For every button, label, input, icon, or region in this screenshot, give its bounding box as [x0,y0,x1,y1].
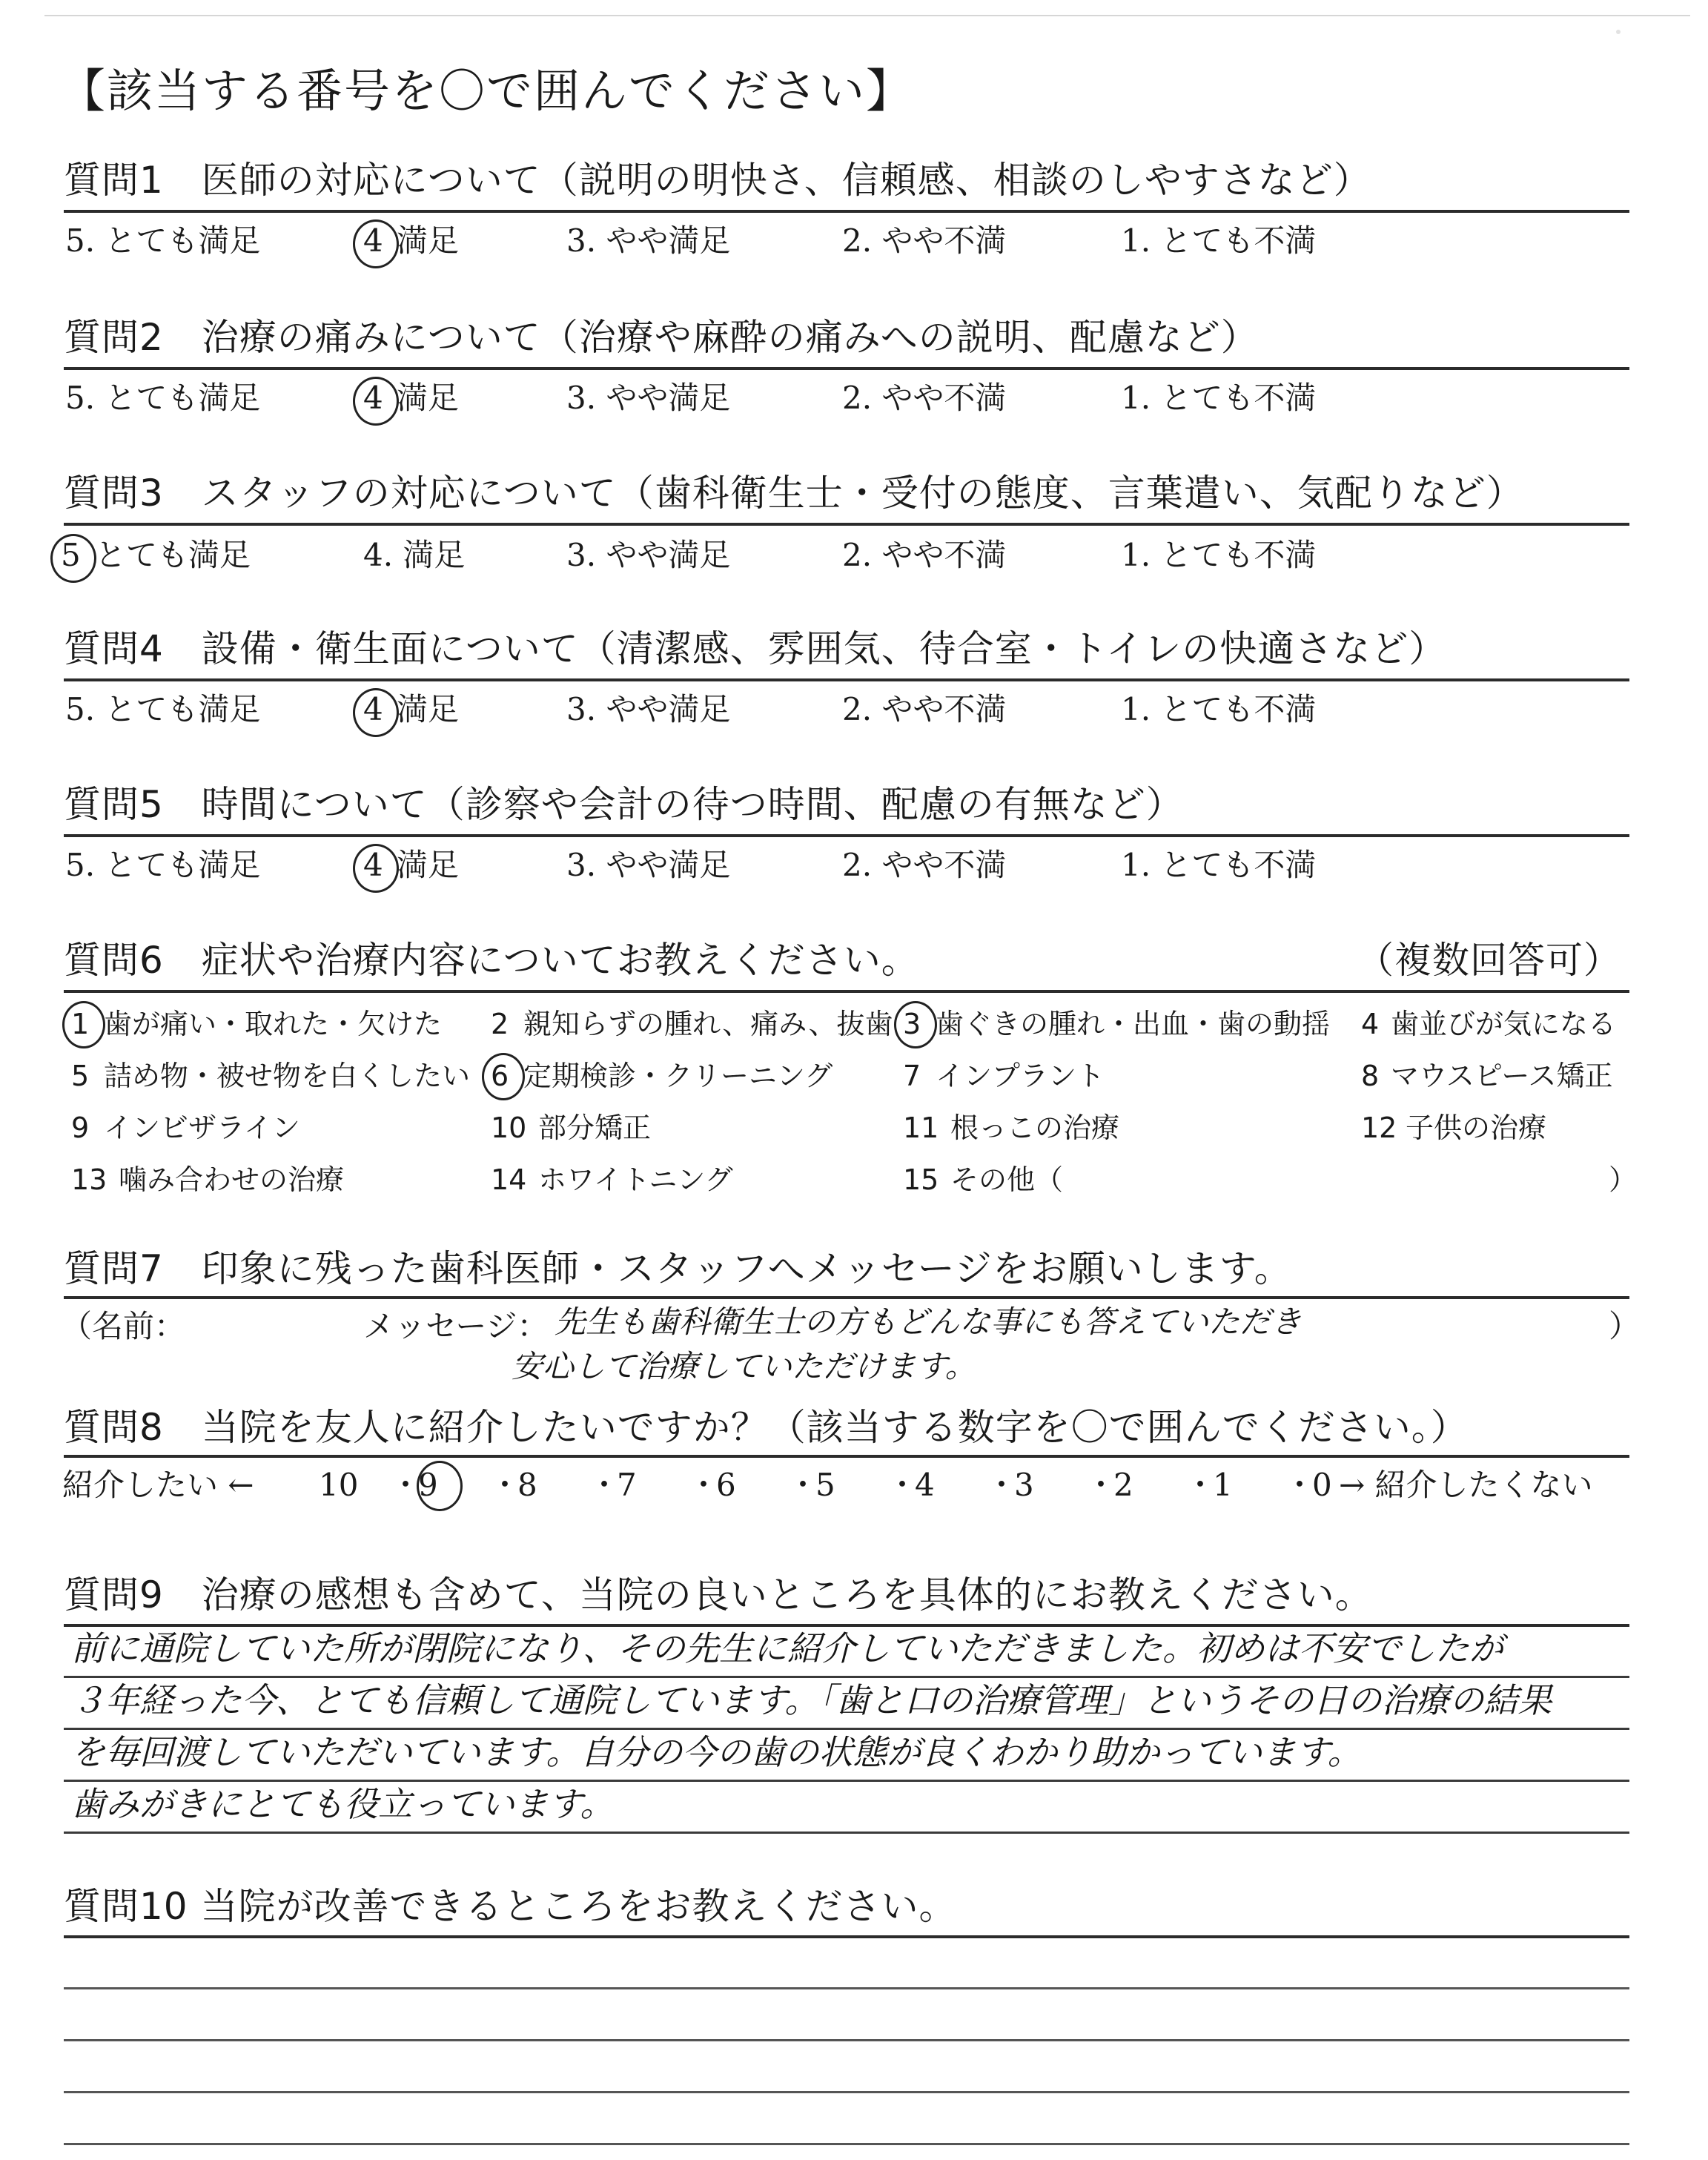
q7-handwritten-message-line-1: 先生も歯科衛生士の方もどんな事にも答えていただき [555,1304,1302,1340]
q9-rule-3 [64,1728,1629,1730]
q5-option-5[interactable]: 5. とても満足 [65,847,261,883]
q8-right-label: → 紹介したくない [1339,1467,1593,1503]
q7-name-label: （名前： [61,1308,186,1344]
q9-answer-line-3: を毎回渡していただいています。自分の今の歯の状態が良くわかり助かっています。 [71,1732,1362,1772]
q1-option-2[interactable]: 2. やや不満 [842,222,1007,259]
q6-item-2-label[interactable]: 親知らずの腫れ、痛み、抜歯 [523,1008,893,1040]
q1-option-5[interactable]: 5. とても満足 [65,222,261,259]
q8-scale-separator-dot: ・ [887,1467,918,1503]
q3-option-4[interactable]: 4. 満足 [363,537,466,573]
q6-item-13-label[interactable]: 噛み合わせの治療 [119,1163,345,1196]
q6-item-7-label[interactable]: インプラント [936,1060,1105,1092]
q8-scale-value-6[interactable]: 6 [716,1467,736,1503]
q4-option-1[interactable]: 1. とても不満 [1121,691,1317,727]
q3-option-3[interactable]: 3. やや満足 [566,537,731,573]
q8-scale-value-1[interactable]: 1 [1213,1467,1233,1503]
q4-option-4-label[interactable]: 満足 [397,691,460,727]
q6-rule [64,990,1629,993]
q4-option-2[interactable]: 2. やや不満 [842,691,1007,727]
q6-item-3-number[interactable]: 3 [903,1008,921,1040]
q5-rule [64,834,1629,837]
q5-option-2[interactable]: 2. やや不満 [842,847,1007,883]
q8-scale-value-9[interactable]: 9 [418,1467,438,1503]
q5-title: 質問5 時間について（診察や会計の待つ時間、配慮の有無など） [64,783,1184,826]
q8-scale-value-0[interactable]: 0 [1312,1467,1332,1503]
q3-option-5-number[interactable]: 5 [61,537,81,573]
q2-option-1[interactable]: 1. とても不満 [1121,380,1317,416]
q6-item-15-label[interactable]: その他（ [950,1163,1064,1196]
q6-item-9-number[interactable]: 9 [71,1112,90,1144]
q5-option-3[interactable]: 3. やや満足 [566,847,731,883]
q2-option-2[interactable]: 2. やや不満 [842,380,1007,416]
q5-option-4-number[interactable]: 4 [363,847,383,883]
q6-other-close-paren: ） [1609,1163,1638,1196]
page-header: 【該当する番号を〇で囲んでください】 [59,64,914,118]
q7-handwritten-message-line-2: 安心して治療していただけます。 [512,1348,976,1384]
q8-scale-separator-dot: ・ [589,1467,620,1503]
q10-rule-4 [64,2091,1629,2093]
q4-title: 質問4 設備・衛生面について（清潔感、雰囲気、待合室・トイレの快適さなど） [64,627,1447,670]
q6-item-5-label[interactable]: 詰め物・被せ物を白くしたい [104,1060,471,1092]
q3-option-1[interactable]: 1. とても不満 [1121,537,1317,573]
q6-item-14-number[interactable]: 14 [491,1163,527,1196]
q6-item-12-label[interactable]: 子供の治療 [1406,1112,1547,1144]
q8-scale-value-7[interactable]: 7 [617,1467,637,1503]
q2-title: 質問2 治療の痛みについて（治療や麻酔の痛みへの説明、配慮など） [64,316,1259,359]
q4-option-4-number[interactable]: 4 [363,691,383,727]
q6-item-10-label[interactable]: 部分矯正 [538,1112,652,1144]
q2-option-4-label[interactable]: 満足 [397,380,460,416]
q10-rule-5 [64,2143,1629,2145]
q9-rule-2 [64,1676,1629,1678]
q9-answer-line-1: 前に通院していた所が閉院になり、その先生に紹介していただきました。初めは不安でしたが [71,1628,1503,1668]
q8-scale-value-2[interactable]: 2 [1113,1467,1133,1503]
q6-item-6-number[interactable]: 6 [491,1060,509,1092]
q6-item-11-label[interactable]: 根っこの治療 [950,1112,1120,1144]
q6-item-1-label[interactable]: 歯が痛い・取れた・欠けた [104,1008,443,1040]
q8-title: 質問8 当院を友人に紹介したいですか？（該当する数字を〇で囲んでください。） [64,1406,1469,1449]
q7-rule [64,1296,1629,1299]
q6-item-12-number[interactable]: 12 [1361,1112,1397,1144]
q8-scale-value-8[interactable]: 8 [517,1467,537,1503]
q7-title: 質問7 印象に残った歯科医師・スタッフへメッセージをお願いします。 [64,1247,1292,1290]
q8-scale-separator-dot: ・ [489,1467,521,1503]
q6-item-6-label[interactable]: 定期検診・クリーニング [523,1060,833,1092]
q5-option-1[interactable]: 1. とても不満 [1121,847,1317,883]
q10-rule-2 [64,1987,1629,1989]
q4-option-5[interactable]: 5. とても満足 [65,691,261,727]
q6-item-11-number[interactable]: 11 [903,1112,939,1144]
q10-title: 質問10 当院が改善できるところをお教えください。 [64,1885,957,1928]
q1-option-4-number[interactable]: 4 [363,222,383,259]
q6-multiple-answer-note: （複数回答可） [1357,939,1621,982]
q1-rule [64,210,1629,213]
q2-option-4-number[interactable]: 4 [363,380,383,416]
q8-scale-separator-dot: ・ [1284,1467,1316,1503]
q9-rule-1 [64,1624,1629,1627]
q8-scale-value-3[interactable]: 3 [1014,1467,1034,1503]
q10-rule-3 [64,2039,1629,2041]
q8-scale-value-5[interactable]: 5 [815,1467,835,1503]
q6-item-3-label[interactable]: 歯ぐきの腫れ・出血・歯の動揺 [936,1008,1331,1040]
q8-scale-value-10[interactable]: 10 [319,1467,359,1503]
q1-option-3[interactable]: 3. やや満足 [566,222,731,259]
q3-title: 質問3 スタッフの対応について（歯科衛生士・受付の態度、言葉遣い、気配りなど） [64,472,1524,515]
q2-option-5[interactable]: 5. とても満足 [65,380,261,416]
q8-scale-separator-dot: ・ [390,1467,422,1503]
q6-item-5-number[interactable]: 5 [71,1060,90,1092]
q8-rule [64,1455,1629,1458]
q6-item-7-number[interactable]: 7 [903,1060,921,1092]
q9-rule-5 [64,1832,1629,1834]
q9-answer-line-2: ３年経った今、とても信頼して通院しています。「歯と口の治療管理」というその日の治療の結果 [71,1680,1552,1720]
q6-item-8-number[interactable]: 8 [1361,1060,1380,1092]
q6-item-9-label[interactable]: インビザライン [104,1112,300,1144]
q9-rule-4 [64,1780,1629,1782]
q7-close-paren: ） [1609,1308,1641,1344]
q8-scale-separator-dot: ・ [1185,1467,1217,1503]
q6-item-14-label[interactable]: ホワイトニング [538,1163,733,1196]
q6-item-15-number[interactable]: 15 [903,1163,939,1196]
page-top-edge [44,15,1690,16]
q6-title: 質問6 症状や治療内容についてお教えください。 [64,939,919,982]
q2-rule [64,367,1629,370]
q1-title: 質問1 医師の対応について（説明の明快さ、信頼感、相談のしやすさなど） [64,159,1371,202]
q4-rule [64,678,1629,681]
q10-rule-1 [64,1935,1629,1938]
q6-item-8-label[interactable]: マウスピース矯正 [1391,1060,1613,1092]
q3-rule [64,523,1629,526]
q9-answer-line-4: 歯みがきにとても役立っています。 [71,1784,615,1824]
q6-item-4-number[interactable]: 4 [1361,1008,1380,1040]
q2-option-3[interactable]: 3. やや満足 [566,380,731,416]
scan-speck [1616,30,1621,34]
q3-option-2[interactable]: 2. やや不満 [842,537,1007,573]
q6-item-10-number[interactable]: 10 [491,1112,527,1144]
q6-item-13-number[interactable]: 13 [71,1163,107,1196]
q1-option-4-label[interactable]: 満足 [397,222,460,259]
q8-scale-separator-dot: ・ [787,1467,819,1503]
q5-option-4-label[interactable]: 満足 [397,847,460,883]
q8-scale-separator-dot: ・ [688,1467,720,1503]
q8-scale-separator-dot: ・ [986,1467,1018,1503]
q8-left-label: 紹介したい ← [62,1467,254,1503]
q6-item-1-number[interactable]: 1 [71,1008,90,1040]
q1-option-1[interactable]: 1. とても不満 [1121,222,1317,259]
q4-option-3[interactable]: 3. やや満足 [566,691,731,727]
q7-message-label: メッセージ： [363,1308,549,1344]
q6-item-4-label[interactable]: 歯並びが気になる [1391,1008,1617,1040]
q3-option-5-label[interactable]: とても満足 [95,537,251,573]
q8-scale-separator-dot: ・ [1085,1467,1117,1503]
q6-item-2-number[interactable]: 2 [491,1008,509,1040]
q9-title: 質問9 治療の感想も含めて、当院の良いところを具体的にお教えください。 [64,1573,1373,1616]
q8-scale-value-4[interactable]: 4 [915,1467,935,1503]
